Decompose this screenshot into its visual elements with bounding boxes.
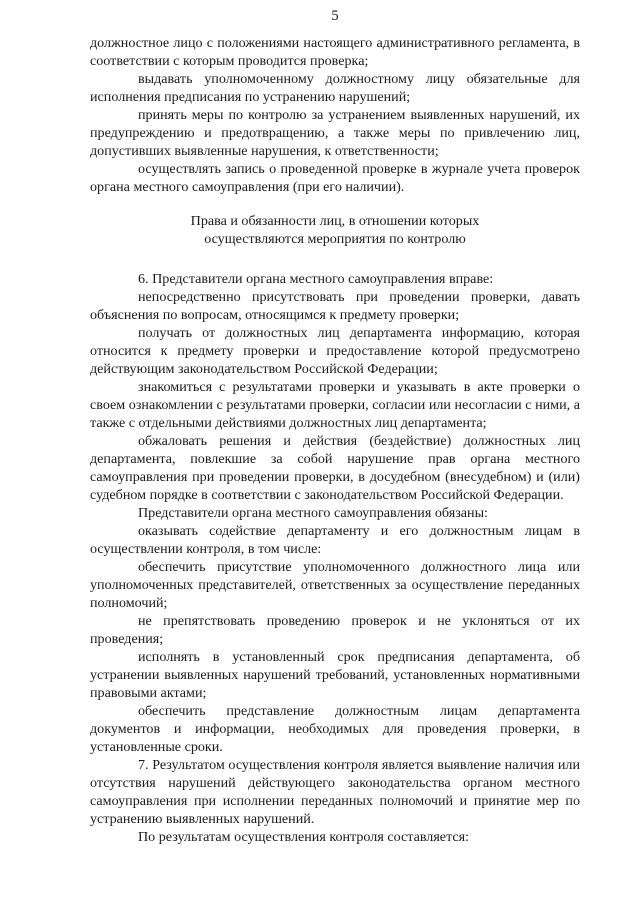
paragraph: 7. Результатом осуществления контроля является выявление наличия или отсутствия нарушений действующего законодательства органом местного самоуправления при исполнении переданных полномочий и принятие мер по устранению выявленных нарушений. xyxy=(90,757,580,827)
paragraph: осуществлять запись о проведенной проверке в журнале учета проверок органа местного самоуправления (при его наличии). xyxy=(90,161,580,195)
paragraph: непосредственно присутствовать при проведении проверки, давать объяснения по вопросам, относящимся к предмету проверки; xyxy=(90,289,580,323)
paragraph: обеспечить представление должностным лицам департамента документов и информации, необходимых для проведения проверки, в установленные сроки. xyxy=(90,703,580,755)
section-heading-line: Права и обязанности лиц, в отношении которых xyxy=(190,213,480,229)
paragraph: знакомиться с результатами проверки и указывать в акте проверки о своем ознакомлении с результатами проверки, согласии или несогласии с ними, а также с отдельными действиями должностных лиц департамента; xyxy=(90,379,580,431)
paragraph: исполнять в установленный срок предписания департамента, об устранении выявленных нарушений требований, установленных нормативными правовыми актами; xyxy=(90,649,580,701)
paragraph: принять меры по контролю за устранением выявленных нарушений, их предупреждению и предотвращению, а также меры по привлечению лиц, допустивших выявленные нарушения, к ответственности; xyxy=(90,107,580,159)
body-text-bottom xyxy=(90,270,580,846)
paragraph: выдавать уполномоченному должностному лицу обязательные для исполнения предписания по устранению нарушений; xyxy=(90,71,580,105)
paragraph: По результатам осуществления контроля составляется: xyxy=(138,829,470,845)
paragraph: обжаловать решения и действия (бездействие) должностных лиц департамента, повлекшие за собой нарушение прав органа местного самоуправления при проведении проверки, в досудебном (внесудебном) и (или) судебном порядке в соответствии с законодательством Российской Федерации. xyxy=(90,433,580,503)
section-heading-line: осуществляются мероприятия по контролю xyxy=(204,231,466,247)
paragraph: 6. Представители органа местного самоуправления вправе: xyxy=(138,271,494,287)
paragraph: должностное лицо с положениями настоящего административного регламента, в соответствии с которым проводится проверка; xyxy=(90,35,580,69)
page-number: 5 xyxy=(331,8,339,24)
paragraph: Представители органа местного самоуправления обязаны: xyxy=(138,505,488,521)
paragraph: получать от должностных лиц департамента информацию, которая относится к предмету проверки и предоставление которой предусмотрено действующим законодательством Российской Федерации; xyxy=(90,325,580,377)
section-heading xyxy=(90,212,580,248)
paragraph: оказывать содействие департаменту и его должностным лицам в осуществлении контроля, в том числе: xyxy=(90,523,580,557)
paragraph: обеспечить присутствие уполномоченного должностного лица или уполномоченных представителей, ответственных за осуществление переданных полномочий; xyxy=(90,559,580,611)
paragraph: не препятствовать проведению проверок и не уклоняться от их проведения; xyxy=(90,613,580,647)
body-text-top xyxy=(90,34,580,196)
